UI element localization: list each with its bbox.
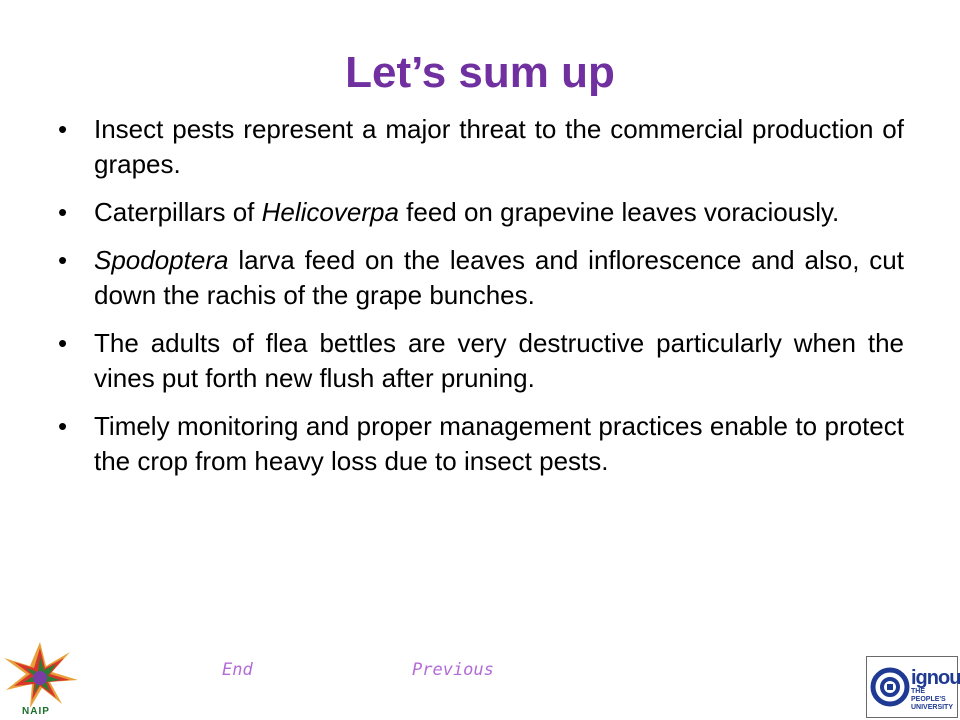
bullet-point	[58, 409, 904, 479]
ignou-emblem-icon	[870, 667, 910, 707]
slide-title: Let’s sum up	[345, 48, 615, 97]
ignou-tagline: THE PEOPLE'S UNIVERSITY	[911, 688, 954, 711]
naip-star-icon	[0, 640, 80, 710]
naip-logo-text: NAIP	[22, 706, 50, 717]
ignou-brand-text: ignou	[911, 667, 960, 689]
bullet-list	[58, 112, 904, 492]
bullet-text: larva feed on the leaves and inflorescence and also, cut down the rachis of the grape bunches.	[94, 245, 904, 310]
naip-logo	[0, 640, 80, 720]
species-name: Spodoptera	[94, 245, 229, 275]
bullet-text: Caterpillars of	[94, 197, 262, 227]
bullet-text: The adults of flea bettles are very destructive particularly when the vines put forth new flush after pruning.	[94, 328, 904, 393]
previous-link[interactable]: Previous	[412, 660, 494, 680]
end-link[interactable]: End	[222, 660, 253, 680]
bullet-text: Timely monitoring and proper management practices enable to protect the crop from heavy loss due to insect pests.	[94, 411, 904, 476]
bullet-point	[58, 326, 904, 396]
species-name: Helicoverpa	[261, 197, 399, 227]
bullet-text: Insect pests represent a major threat to the commercial production of grapes.	[94, 114, 904, 179]
bullet-point	[58, 195, 904, 230]
bullet-point	[58, 243, 904, 313]
ignou-logo	[866, 656, 958, 718]
bullet-text: feed on grapevine leaves voraciously.	[398, 197, 840, 227]
bullet-point	[58, 112, 904, 182]
